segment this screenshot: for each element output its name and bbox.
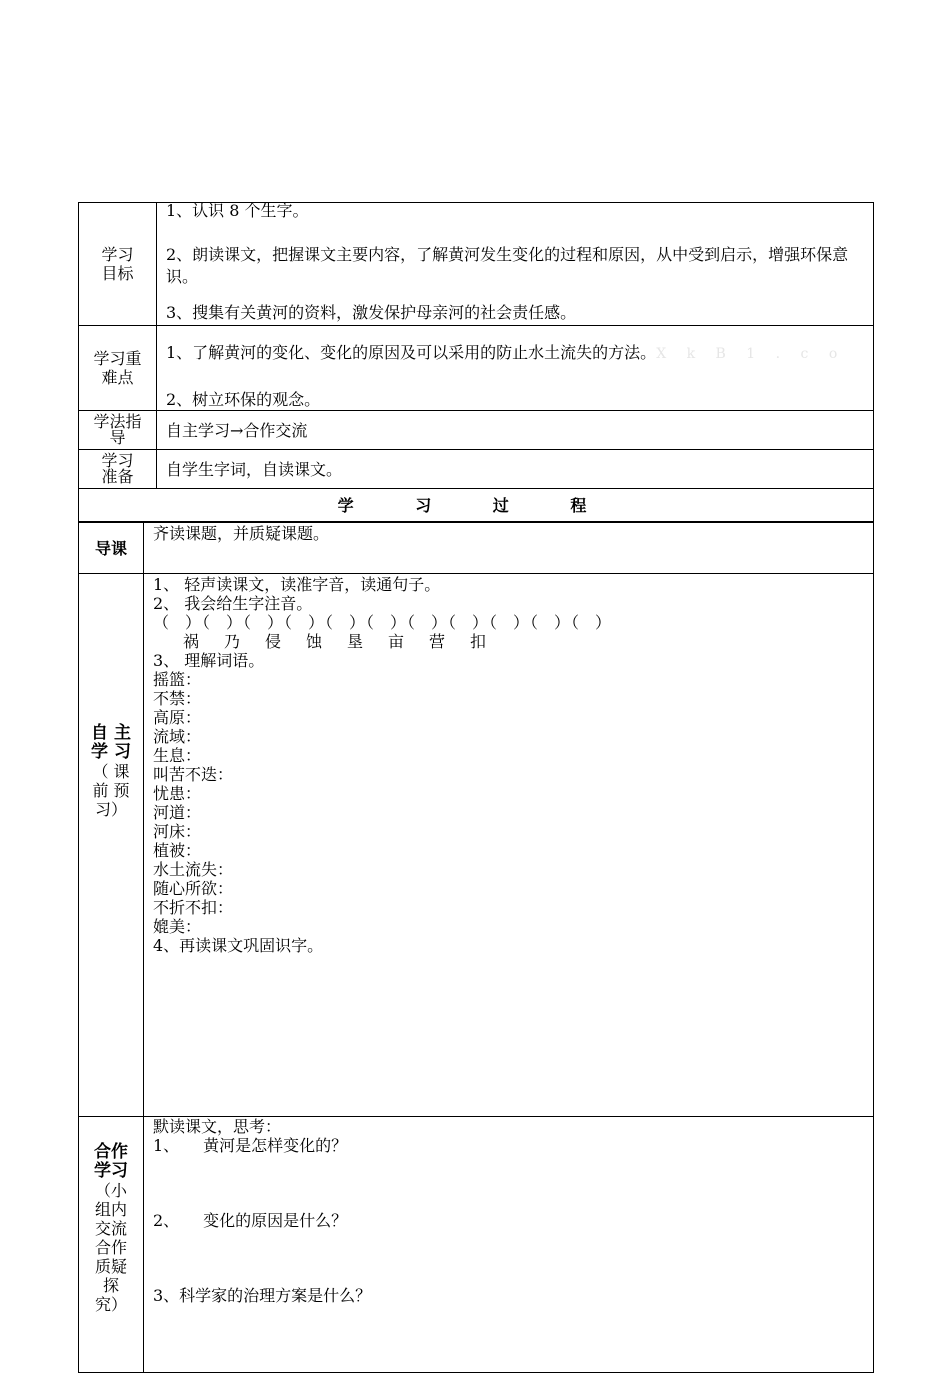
prep-text: 自学生字词，自读课文。 [166, 459, 343, 479]
prep-content [157, 450, 874, 489]
goals-row [79, 203, 874, 326]
vocab-1: 摇篮： [153, 670, 202, 689]
key-points-row [79, 326, 874, 411]
coop-question-1: 1、 黄河是怎样变化的？ [153, 1136, 348, 1155]
goals-content [157, 203, 874, 326]
goal-item-3: 3、搜集有关黄河的资料，激发保护母亲河的社会责任感。 [166, 303, 577, 322]
vocab-13: 不折不扣： [153, 898, 234, 917]
coop-label-bold-1: 合作 [94, 1142, 128, 1162]
character: 蚀 [306, 632, 323, 651]
pinyin-blank: （ ） [153, 613, 202, 632]
self-study-label [79, 574, 144, 1117]
pinyin-blank: （ ） [235, 613, 284, 632]
coop-label-5: 质疑 [94, 1257, 127, 1276]
vocab-11: 水土流失： [153, 860, 234, 879]
pinyin-blank: （ ） [440, 613, 489, 632]
vocab-8: 河道： [153, 803, 202, 822]
key-points-label [79, 326, 157, 411]
coop-label-7: 究） [94, 1295, 127, 1314]
method-row [79, 411, 874, 450]
method-label-line2: 导 [109, 428, 126, 447]
self-study-label-2: 前 预 [92, 781, 130, 800]
process-title: 学 习 过 程 [79, 489, 874, 522]
process-title-row [79, 489, 874, 522]
coop-label-2: 组内 [94, 1200, 127, 1219]
pinyin-blank: （ ） [358, 613, 407, 632]
goals-label-line1: 学习 [101, 245, 134, 264]
self-study-item-1: 1、 轻声读课文，读准字音，读通句子。 [153, 575, 441, 594]
coop-content [144, 1117, 874, 1373]
vocab-5: 生息： [153, 746, 202, 765]
prep-row [79, 450, 874, 489]
coop-question-3: 3、科学家的治理方案是什么？ [153, 1286, 372, 1305]
vocab-2: 不禁： [153, 689, 202, 708]
self-study-label-bold-2: 学 习 [91, 742, 131, 762]
character: 乃 [224, 632, 241, 651]
coop-label-1: （小 [94, 1181, 127, 1200]
coop-row [79, 1117, 874, 1373]
character: 侵 [265, 632, 282, 651]
coop-intro: 默读课文，思考： [153, 1117, 282, 1136]
goal-item-1: 1、认识 8 个生字。 [166, 201, 309, 220]
vocab-10: 植被： [153, 841, 202, 860]
self-study-item-4: 4、再读课文巩固识字。 [153, 936, 324, 955]
vocab-9: 河床： [153, 822, 202, 841]
character: 扣 [470, 632, 487, 651]
vocab-7: 忧患： [153, 784, 202, 803]
pinyin-blank: （ ） [276, 613, 325, 632]
pinyin-blank: （ ） [522, 613, 571, 632]
self-study-item-3: 3、 理解词语。 [153, 651, 265, 670]
coop-label-6: 探 [102, 1276, 119, 1295]
pinyin-blank: （ ） [317, 613, 366, 632]
self-study-label-3: 习） [94, 800, 127, 819]
character: 垦 [347, 632, 364, 651]
intro-content [144, 523, 874, 574]
pinyin-blank: （ ） [194, 613, 243, 632]
coop-question-2: 2、 变化的原因是什么？ [153, 1211, 348, 1230]
key-point-item-1 [166, 343, 873, 364]
self-study-content [144, 574, 874, 1117]
character: 营 [429, 632, 446, 651]
pinyin-blank: （ ） [563, 613, 612, 632]
self-study-label-bold-1: 自 主 [91, 723, 131, 743]
self-study-row [79, 574, 874, 1117]
pinyin-blank: （ ） [399, 613, 448, 632]
watermark-text: X k B 1 . c o [656, 346, 846, 362]
key-points-content [157, 326, 874, 411]
process-table [78, 522, 874, 1373]
intro-label: 导课 [79, 523, 144, 574]
prep-label [79, 450, 157, 489]
prep-label-line1: 学习 [101, 451, 134, 470]
key-point-text-1: 1、了解黄河的变化、变化的原因及可以采用的防止水土流失的方法。 [166, 343, 657, 362]
pinyin-blank: （ ） [481, 613, 530, 632]
key-points-label-line1: 学习重 [93, 349, 142, 368]
vocab-6: 叫苦不迭： [153, 765, 234, 784]
vocab-3: 高原： [153, 708, 202, 727]
key-points-label-line2: 难点 [101, 368, 134, 387]
prep-label-line2: 准备 [101, 467, 134, 486]
lesson-plan-table [78, 202, 874, 522]
coop-label-3: 交流 [94, 1219, 127, 1238]
method-text: 自主学习→合作交流 [166, 420, 308, 440]
vocab-4: 流域： [153, 727, 202, 746]
goals-label [79, 203, 157, 326]
method-label [79, 411, 157, 450]
self-study-item-2: 2、 我会给生字注音。 [153, 594, 313, 613]
method-content [157, 411, 874, 450]
key-point-item-2: 2、树立环保的观念。 [166, 390, 321, 409]
vocab-12: 随心所欲： [153, 879, 234, 898]
intro-row [79, 523, 874, 574]
method-label-line1: 学法指 [93, 412, 142, 431]
pinyin-blanks [153, 613, 873, 632]
character: 祸 [183, 632, 200, 651]
character: 亩 [388, 632, 405, 651]
goals-label-line2: 目标 [101, 264, 134, 283]
coop-label-bold-2: 学习 [94, 1161, 128, 1181]
coop-label [79, 1117, 144, 1373]
goal-item-2: 2、朗读课文，把握课文主要内容，了解黄河发生变化的过程和原因，从中受到启示，增强环保意识。 [166, 245, 849, 286]
intro-text: 齐读课题，并质疑课题。 [153, 524, 330, 543]
new-characters [153, 632, 873, 651]
self-study-label-1: （ 课 [92, 762, 130, 781]
coop-label-4: 合作 [94, 1238, 127, 1257]
vocab-14: 媲美： [153, 917, 202, 936]
